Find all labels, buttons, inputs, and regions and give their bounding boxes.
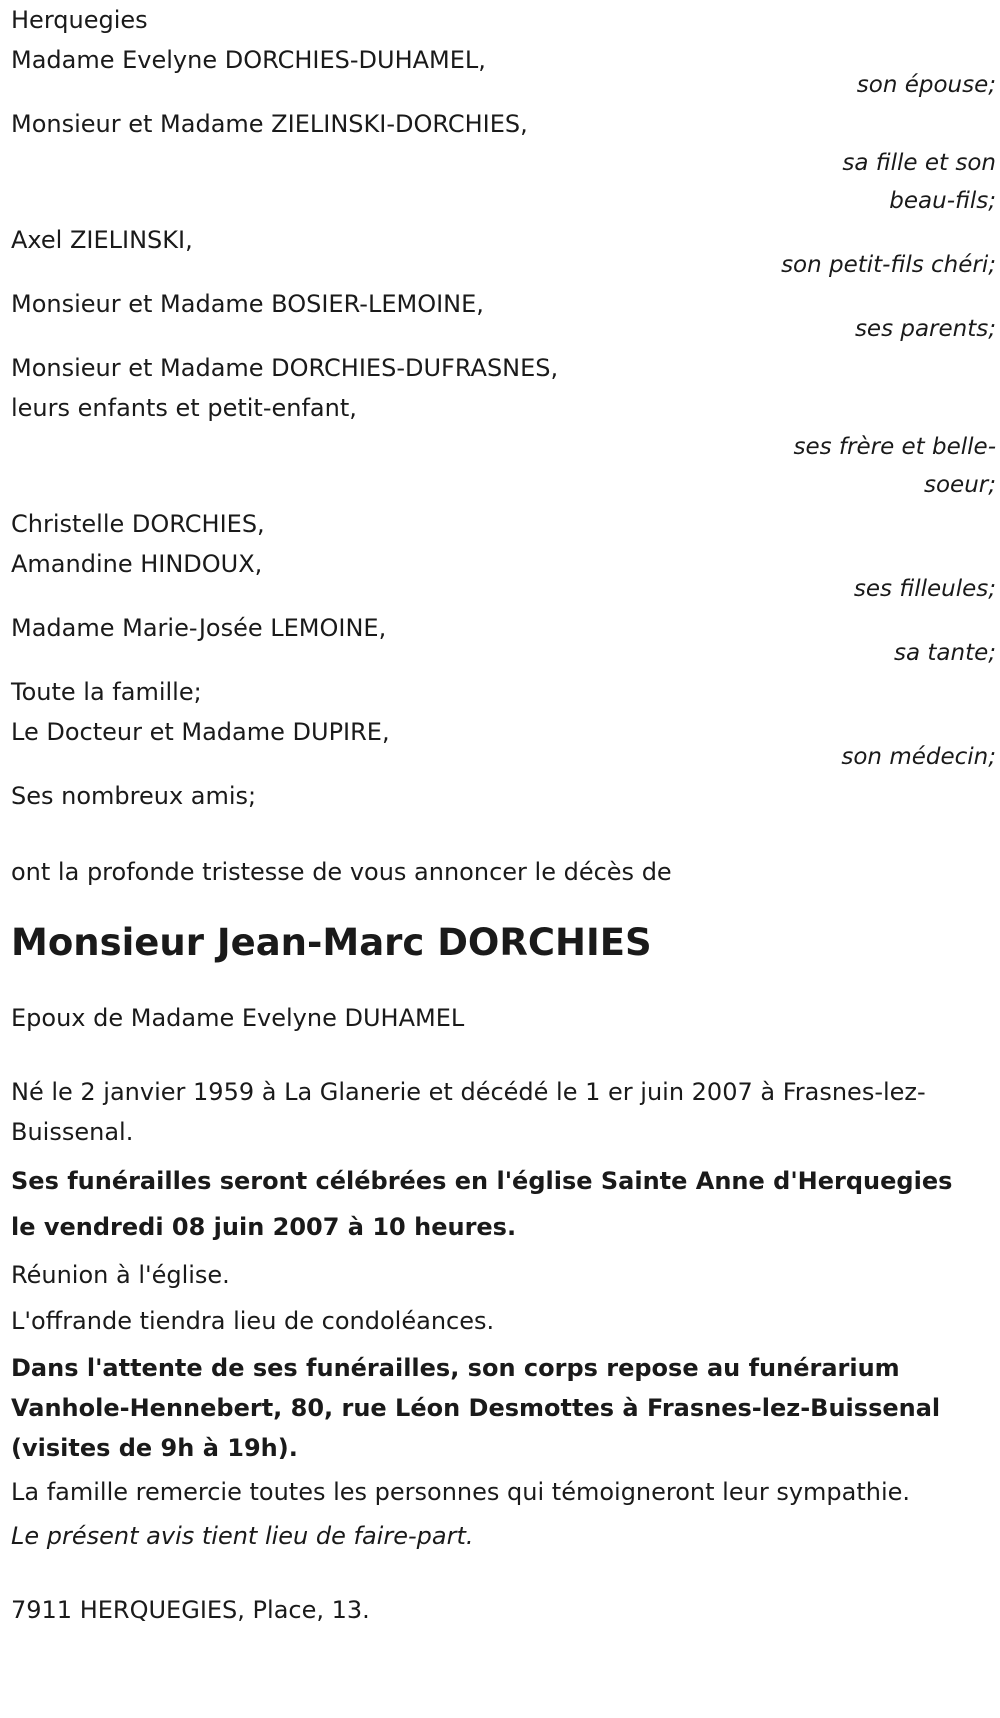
location: Herquegies bbox=[11, 6, 148, 34]
funeral-line-2: le vendredi 08 juin 2007 à 10 heures. bbox=[11, 1213, 517, 1241]
family-member-role: son médecin; bbox=[841, 744, 996, 770]
family-member-role: ses filleules; bbox=[853, 576, 996, 602]
obituary-document bbox=[11, 0, 996, 1630]
announcement-intro: ont la profonde tristesse de vous annoncer le décès de bbox=[11, 858, 672, 886]
offering-line: L'offrande tiendra lieu de condoléances. bbox=[11, 1307, 495, 1335]
family-member-name: Amandine HINDOUX, bbox=[11, 550, 263, 578]
family-member-name: Monsieur et Madame BOSIER-LEMOINE, bbox=[11, 290, 484, 318]
family-member-role: sa fille et son beau-fils; bbox=[842, 150, 996, 214]
thanks-line: La famille remercie toutes les personnes qui témoigneront leur sympathie. bbox=[11, 1478, 911, 1506]
family-member-role: son petit-fils chéri; bbox=[781, 252, 996, 278]
family-member-role: ses frère et belle-soeur; bbox=[793, 434, 996, 498]
family-member-name: Christelle DORCHIES, bbox=[11, 510, 265, 538]
spouse-line: Epoux de Madame Evelyne DUHAMEL bbox=[11, 1004, 465, 1032]
address-line: 7911 HERQUEGIES, Place, 13. bbox=[11, 1596, 370, 1624]
family-member-name: Le Docteur et Madame DUPIRE, bbox=[11, 718, 390, 746]
family-member-name: leurs enfants et petit-enfant, bbox=[11, 394, 357, 422]
family-member-name: Madame Marie-Josée LEMOINE, bbox=[11, 614, 387, 642]
family-member-name: Ses nombreux amis; bbox=[11, 782, 257, 810]
funeral-line-1: Ses funérailles seront célébrées en l'église Sainte Anne d'Herquegies bbox=[11, 1167, 953, 1195]
family-member-name: Monsieur et Madame ZIELINSKI-DORCHIES, bbox=[11, 110, 528, 138]
family-member-role: son épouse; bbox=[856, 72, 996, 98]
family-member-role: ses parents; bbox=[854, 316, 996, 342]
family-member-role: sa tante; bbox=[894, 640, 996, 666]
birth-death-line: Né le 2 janvier 1959 à La Glanerie et décédé le 1 er juin 2007 à Frasnes-lez-Buissenal. bbox=[11, 1078, 926, 1146]
family-member-name: Toute la famille; bbox=[11, 678, 202, 706]
family-member-name: Madame Evelyne DORCHIES-DUHAMEL, bbox=[11, 46, 486, 74]
family-member-name: Axel ZIELINSKI, bbox=[11, 226, 193, 254]
deceased-name: Monsieur Jean-Marc DORCHIES bbox=[11, 921, 652, 964]
meeting-line: Réunion à l'église. bbox=[11, 1261, 230, 1289]
notice-line: Le présent avis tient lieu de faire-part. bbox=[11, 1522, 474, 1550]
family-member-name: Monsieur et Madame DORCHIES-DUFRASNES, bbox=[11, 354, 559, 382]
rest-line: Dans l'attente de ses funérailles, son corps repose au funérarium Vanhole-Hennebert, 80, rue Léon Desmottes à Frasnes-lez-Buissenal (visites de 9h à 19h). bbox=[11, 1354, 941, 1462]
